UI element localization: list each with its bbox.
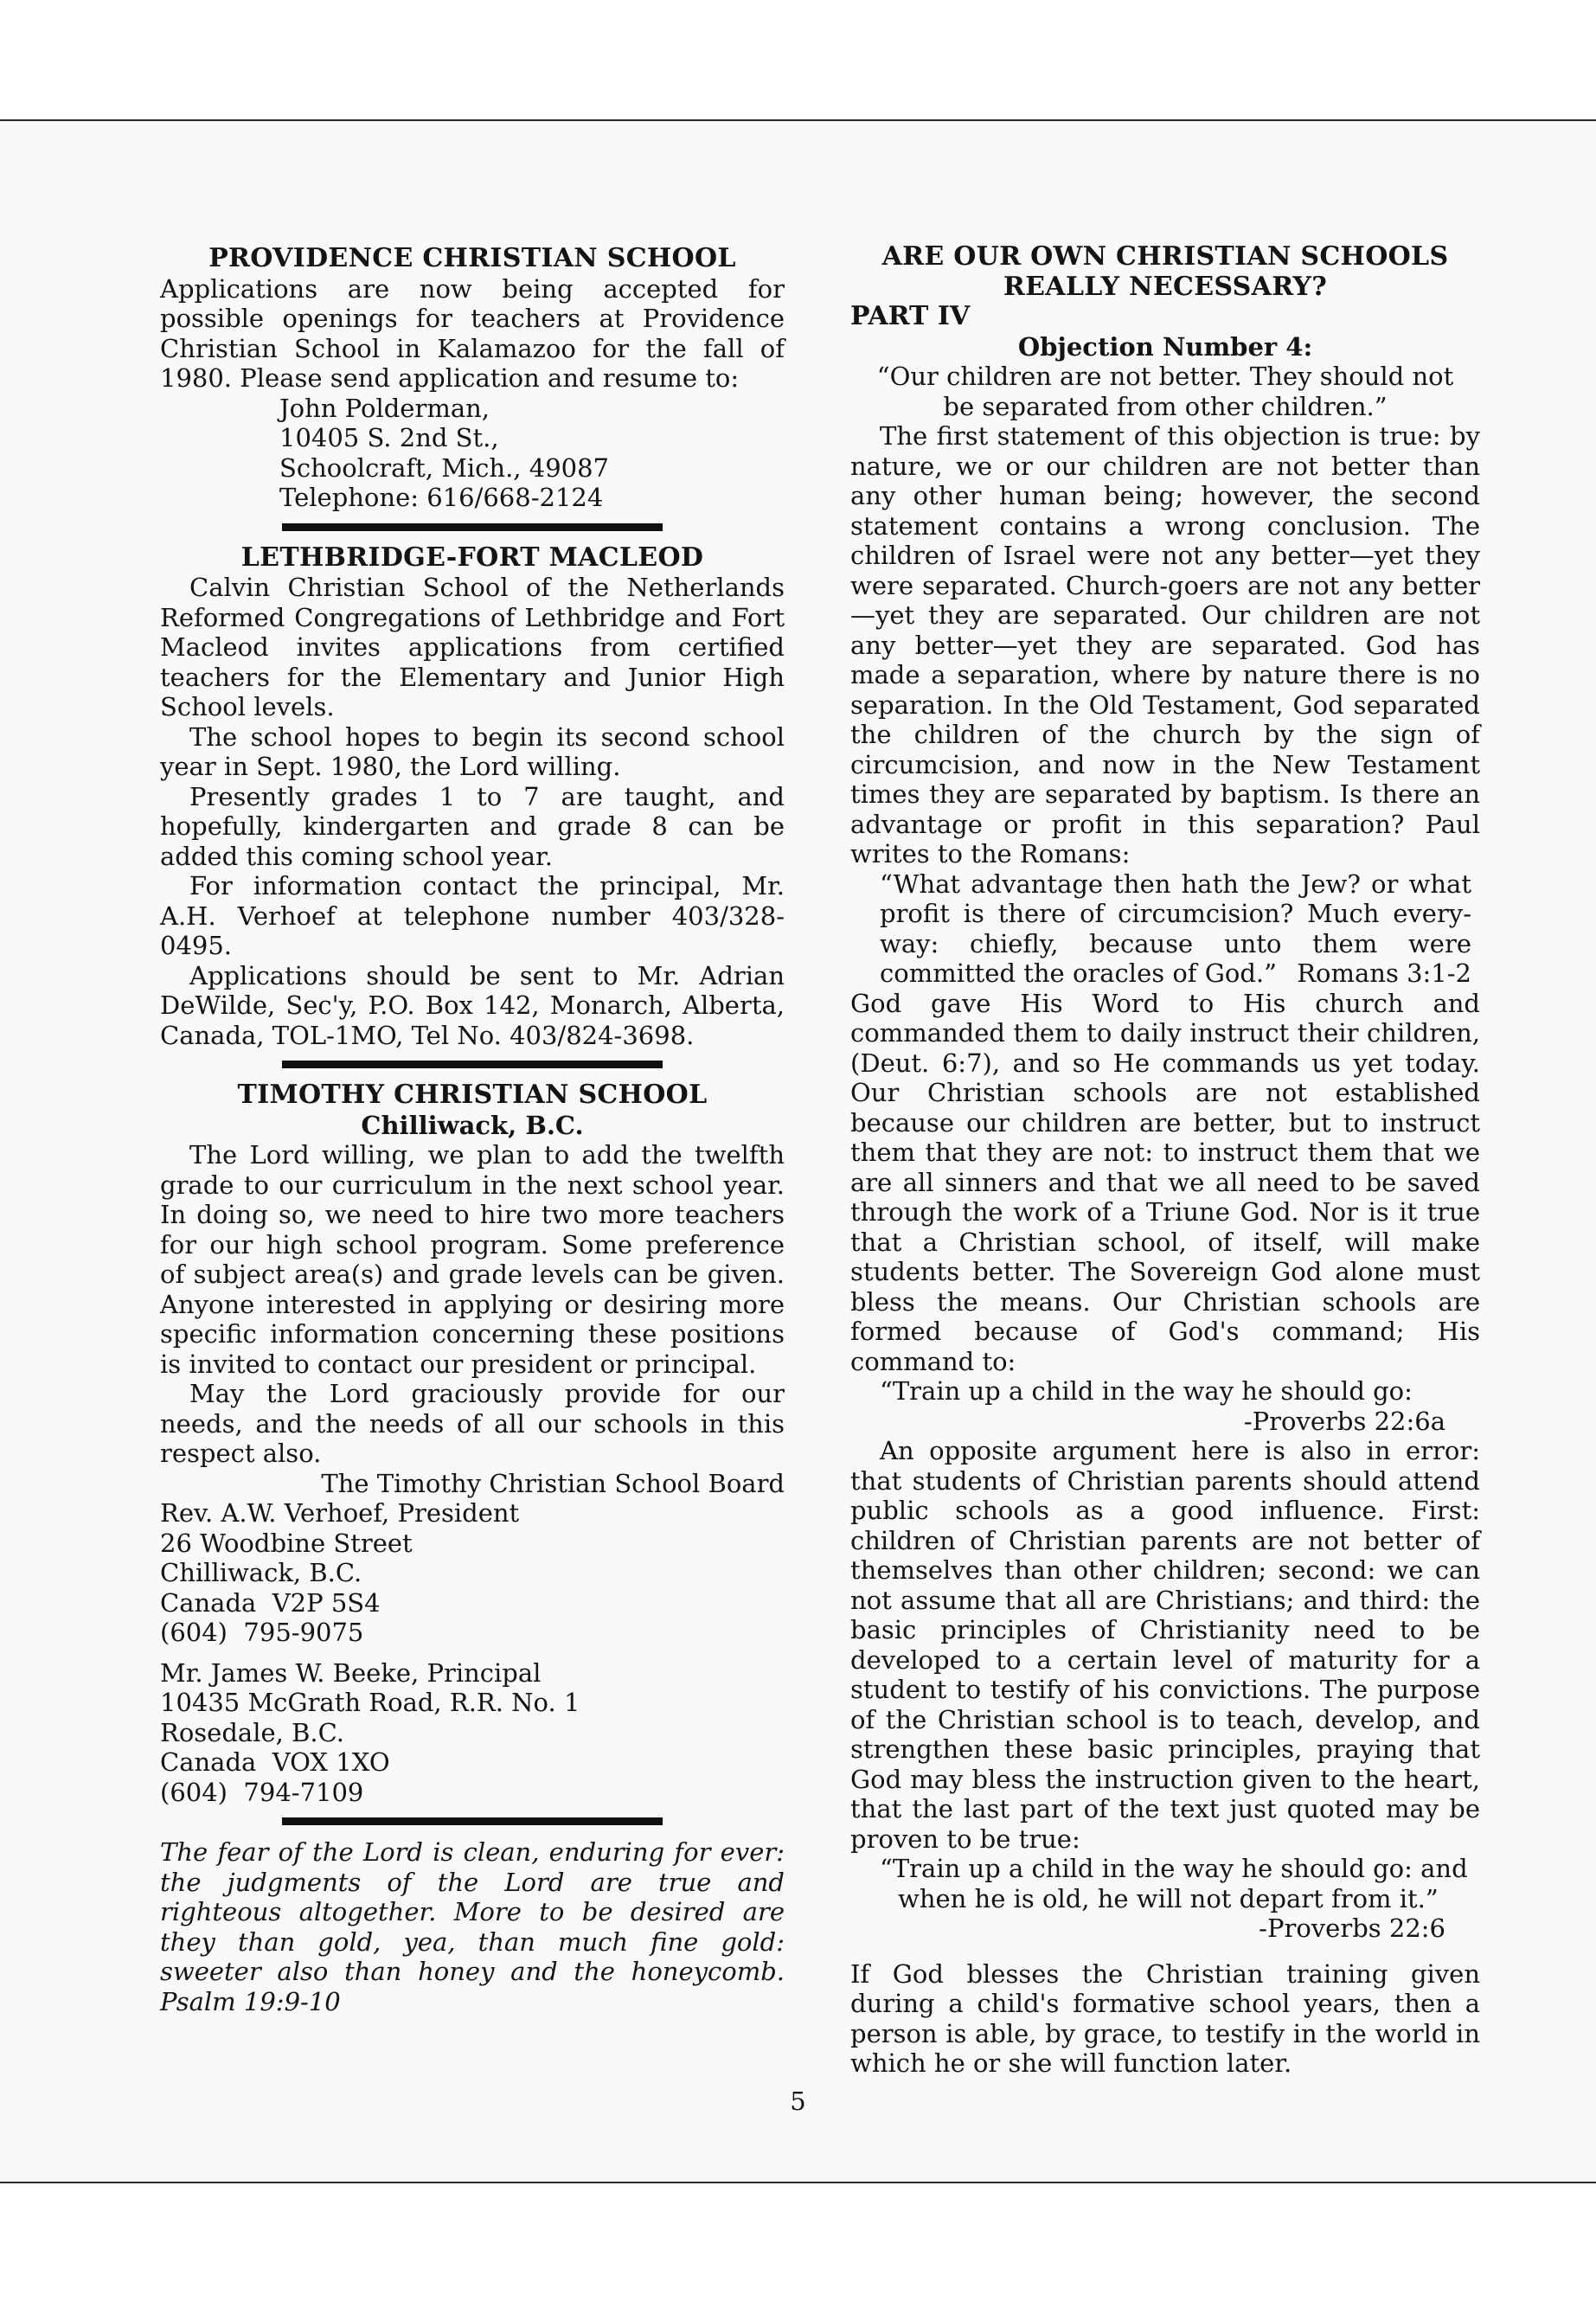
quote-reference: -Proverbs 22:6 — [1259, 1913, 1445, 1943]
article-paragraph: God gave His Word to His church and commanded them to daily instruct their children, (Deut. 6:7), and so He commands us yet today. Our Christian schools are not established because our children are better, but to instruct them that they are not: to instruct them that we are all sinners and that we all need to be saved through the work of a Triune God. Nor is it true that a Christian school, of itself, will make students better. The Sovereign God alone must bless the means. Our Christian schools are formed because of God's command; His command to: — [850, 988, 1480, 1376]
article-title-line2: REALLY NECESSARY? — [1003, 271, 1328, 302]
providence-notice — [160, 244, 785, 513]
section-divider — [282, 523, 663, 531]
timothy-contact1-line: Rev. A.W. Verhoef, President — [160, 1498, 520, 1528]
quote-reference: -Proverbs 22:6a — [1243, 1406, 1445, 1436]
page-number: 5 — [790, 2086, 806, 2116]
article-part: PART IV — [850, 301, 971, 331]
objection-text-line2: be separated from other children.” — [943, 391, 1388, 421]
timothy-contact1-line: Canada V2P 5S4 — [160, 1587, 381, 1618]
section-divider — [282, 1817, 663, 1825]
providence-title: PROVIDENCE CHRISTIAN SCHOOL — [208, 243, 736, 273]
timothy-subtitle: Chilliwack, B.C. — [361, 1110, 584, 1140]
timothy-notice — [160, 1080, 785, 1807]
lethbridge-paragraph: Applications should be sent to Mr. Adrian DeWilde, Sec'y, P.O. Box 142, Monarch, Alberta, Canada, TOL-1MO, Tel No. 403/824-3698. — [160, 960, 785, 1050]
lethbridge-paragraph: Calvin Christian School of the Netherlands Reformed Congregations of Lethbridge and Fort Macleod invites applications from certified teachers for the Elementary and Junior High School levels. — [160, 573, 785, 721]
providence-address-street: 10405 S. 2nd St., — [279, 423, 499, 452]
right-column — [850, 242, 1480, 2079]
section-divider — [282, 1061, 663, 1068]
timothy-signature: The Timothy Christian School Board — [321, 1468, 785, 1498]
scripture-quote: “Train up a child in the way he should go: — [880, 1376, 1413, 1406]
quote-text: “What advantage then hath the Jew? or what profit is there of circumcision? Much every-way: chiefly, because unto them were committed the oracles of God.” — [880, 868, 1471, 988]
scripture-quote-line: “Train up a child in the way he should go: and — [880, 1854, 1468, 1883]
psalm-verse: The fear of the Lord is clean, enduring for ever: the judgments of the Lord are true and righteous altogether. More to be desired are they than gold, yea, than much fine gold: sweeter also than honey and the honeycomb. Psalm 19:9-10 — [160, 1837, 785, 2016]
timothy-contact2-line: Mr. James W. Beeke, Principal — [160, 1657, 542, 1688]
timothy-title: TIMOTHY CHRISTIAN SCHOOL — [237, 1080, 708, 1110]
timothy-paragraph: The Lord willing, we plan to add the twelfth grade to our curriculum in the next school year. In doing so, we need to hire two more teachers for our high school program. Some preference of subject area(s) and grade levels can be given. Anyone interested in applying or desiring more specific information concerning these positions is invited to contact our president or principal. — [160, 1140, 785, 1379]
timothy-contact1-line: (604) 795-9075 — [160, 1618, 364, 1647]
timothy-contact1-line: Chilliwack, B.C. — [160, 1558, 362, 1587]
lethbridge-paragraph: The school hopes to begin its second school year in Sept. 1980, the Lord willing. — [160, 721, 785, 781]
objection-text-line1: “Our children are not better. They should not — [876, 362, 1454, 391]
article-title-line1: ARE OUR OWN CHRISTIAN SCHOOLS — [881, 241, 1449, 272]
article-paragraph: An opposite argument here is also in error: that students of Christian parents should attend public schools as a good influence. First: children of Christian parents are not better of themselves than other children; second: we can not assume that all are Christians; and third: the basic principles of Christianity need to be developed to a certain level of maturity for a student to testify of his convictions. The purpose of the Christian school is to teach, develop, and strengthen these basic principles, praying that God may bless the instruction given to the heart, that the last part of the text just quoted may be proven to be true: — [850, 1436, 1480, 1854]
scripture-quote-line: when he is old, he will not depart from it.” — [898, 1883, 1439, 1913]
timothy-paragraph: May the Lord graciously provide for our needs, and the needs of all our schools in this respect also. — [160, 1379, 785, 1468]
timothy-contact2-line: Canada VOX 1XO — [160, 1747, 390, 1777]
spacer — [850, 1944, 1480, 1959]
left-column — [160, 244, 785, 2016]
lethbridge-title: LETHBRIDGE-FORT MACLEOD — [240, 542, 704, 573]
lethbridge-paragraph: For information contact the principal, Mr. A.H. Verhoef at telephone number 403/328-0495. — [160, 871, 785, 960]
providence-address-name: John Polderman, — [279, 393, 490, 423]
article-paragraph: The first statement of this objection is true: by nature, we or our children are not better than any other human being; however, the second statement contains a wrong conclusion. The children of Israel were not any better—yet they were separated. Church-goers are not any better—yet they are separated. Our children are not any better—yet they are separated. God has made a separation, where by nature there is no separation. In the Old Testament, God separated the children of the church by the sign of circumcision, and now in the New Testament times they are separated by baptism. Is there an advantage or profit in this separation? Paul writes to the Romans: — [850, 421, 1480, 868]
timothy-contact2-line: Rosedale, B.C. — [160, 1717, 344, 1747]
providence-address-city: Schoolcraft, Mich., 49087 — [279, 452, 609, 483]
spacer — [160, 1648, 785, 1658]
scripture-quote — [850, 869, 1480, 989]
lethbridge-paragraph: Presently grades 1 to 7 are taught, and hopefully, kindergarten and grade 8 can be added this coming school year. — [160, 781, 785, 871]
providence-address-phone: Telephone: 616/668-2124 — [279, 483, 604, 512]
providence-body: Applications are now being accepted for possible openings for teachers at Providence Christian School in Kalamazoo for the fall of 1980. Please send application and resume to: — [160, 273, 785, 393]
timothy-contact1-line: 26 Woodbine Street — [160, 1528, 413, 1558]
objection-heading: Objection Number 4: — [1017, 331, 1313, 362]
lethbridge-notice — [160, 543, 785, 1051]
timothy-contact2-line: (604) 794-7109 — [160, 1777, 364, 1807]
article-paragraph: If God blesses the Christian training given during a child's formative school years, then a person is able, by grace, to testify in the world in which he or she will function later. — [850, 1958, 1480, 2078]
quote-reference: Romans 3:1-2 — [1297, 958, 1471, 988]
timothy-contact2-line: 10435 McGrath Road, R.R. No. 1 — [160, 1688, 580, 1717]
